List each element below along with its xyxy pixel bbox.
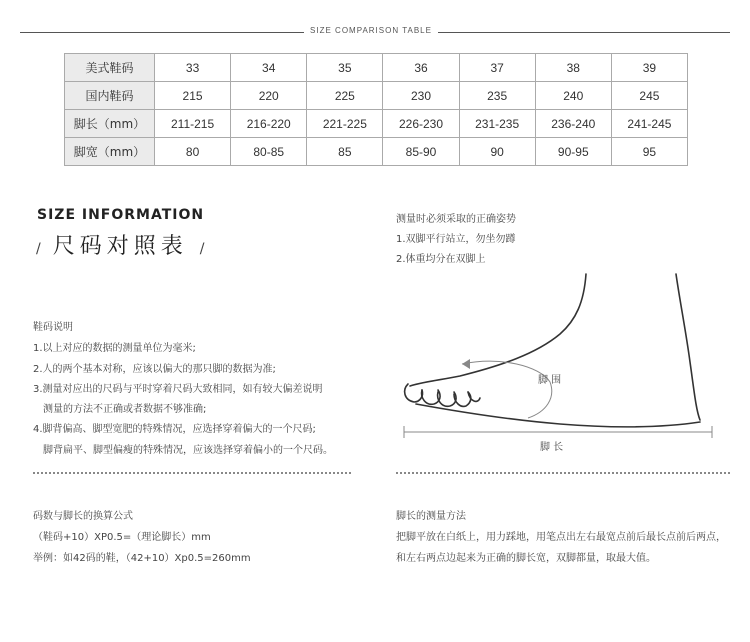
table-cell: 215	[155, 82, 231, 110]
dotted-divider-left	[33, 472, 351, 474]
measure-line: 2.体重均分在双脚上	[396, 254, 486, 265]
dotted-divider-right	[396, 472, 730, 474]
table-cell: 241-245	[611, 110, 687, 138]
measure-posture	[396, 210, 516, 270]
table-cell: 231-235	[459, 110, 535, 138]
row-header: 脚宽（mm）	[65, 138, 155, 166]
table-cell: 85-90	[383, 138, 459, 166]
measure-line: 1.双脚平行站立，勿坐勿蹲	[396, 234, 516, 245]
table-cell: 33	[155, 54, 231, 82]
notes-title: 鞋码说明	[33, 322, 73, 333]
table-cell: 225	[307, 82, 383, 110]
table-cell: 80	[155, 138, 231, 166]
formula-section	[33, 506, 251, 569]
formula-line: （鞋码+10）XP0.5=（理论脚长）mm	[33, 532, 211, 543]
row-header: 美式鞋码	[65, 54, 155, 82]
table-cell: 37	[459, 54, 535, 82]
table-cell: 235	[459, 82, 535, 110]
table-cell: 90-95	[535, 138, 611, 166]
size-info-cn	[36, 229, 204, 260]
table-cell: 236-240	[535, 110, 611, 138]
row-header: 脚长（mm）	[65, 110, 155, 138]
table-cell: 240	[535, 82, 611, 110]
method-text: 把脚平放在白纸上，用力踩地，用笔点出左右最宽点前后最长点前后两点，和左右两点边起来为正确的脚长宽，双脚都量，取最大值。	[396, 532, 726, 564]
table-row	[65, 138, 688, 166]
size-notes	[33, 318, 333, 461]
table-cell: 85	[307, 138, 383, 166]
table-cell: 226-230	[383, 110, 459, 138]
size-table	[64, 53, 688, 166]
table-cell: 39	[611, 54, 687, 82]
table-cell: 245	[611, 82, 687, 110]
girth-label: 脚 围	[538, 375, 562, 386]
method-title: 脚长的测量方法	[396, 511, 466, 522]
notes-line: 测量的方法不正确或者数据不够准确;	[43, 404, 207, 416]
size-info-cn-text: 尺码对照表	[52, 234, 188, 259]
table-cell: 211-215	[155, 110, 231, 138]
table-cell: 90	[459, 138, 535, 166]
table-cell: 80-85	[231, 138, 307, 166]
table-row	[65, 110, 688, 138]
table-cell: 38	[535, 54, 611, 82]
slash-right: /	[199, 241, 205, 257]
table-cell: 35	[307, 54, 383, 82]
table-cell: 220	[231, 82, 307, 110]
header-line-right	[438, 32, 730, 33]
header-line-left	[20, 32, 304, 33]
foot-illustration	[400, 272, 728, 453]
method-section	[396, 506, 730, 569]
table-cell: 36	[383, 54, 459, 82]
slash-left: /	[36, 241, 41, 257]
header-title: SIZE COMPARISON TABLE	[310, 26, 432, 35]
table-cell: 95	[611, 138, 687, 166]
table-cell: 221-225	[307, 110, 383, 138]
notes-line: 1.以上对应的数据的测量单位为毫米;	[33, 343, 196, 355]
size-info-en: SIZE INFORMATION	[37, 207, 205, 223]
notes-line: 脚背扁平、脚型偏瘦的特殊情况，应该选择穿着偏小的一个尺码。	[43, 444, 333, 456]
table-row	[65, 82, 688, 110]
notes-line: 2.人的两个基本对称，应该以偏大的那只脚的数据为准;	[33, 363, 276, 375]
table-cell: 230	[383, 82, 459, 110]
length-label: 脚 长	[540, 442, 564, 453]
table-cell: 34	[231, 54, 307, 82]
formula-title: 码数与脚长的换算公式	[33, 511, 133, 522]
measure-title: 测量时必须采取的正确姿势	[396, 214, 516, 225]
table-row	[65, 54, 688, 82]
formula-example: 举例：如42码的鞋，（42+10）Xp0.5=260mm	[33, 553, 251, 564]
notes-line: 3.测量对应出的尺码与平时穿着尺码大致相同，如有较大偏差说明	[33, 383, 323, 395]
arrow-head-icon	[462, 359, 470, 369]
notes-line: 4.脚背偏高、脚型宽肥的特殊情况，应选择穿着偏大的一个尺码;	[33, 424, 316, 436]
table-cell: 216-220	[231, 110, 307, 138]
row-header: 国内鞋码	[65, 82, 155, 110]
